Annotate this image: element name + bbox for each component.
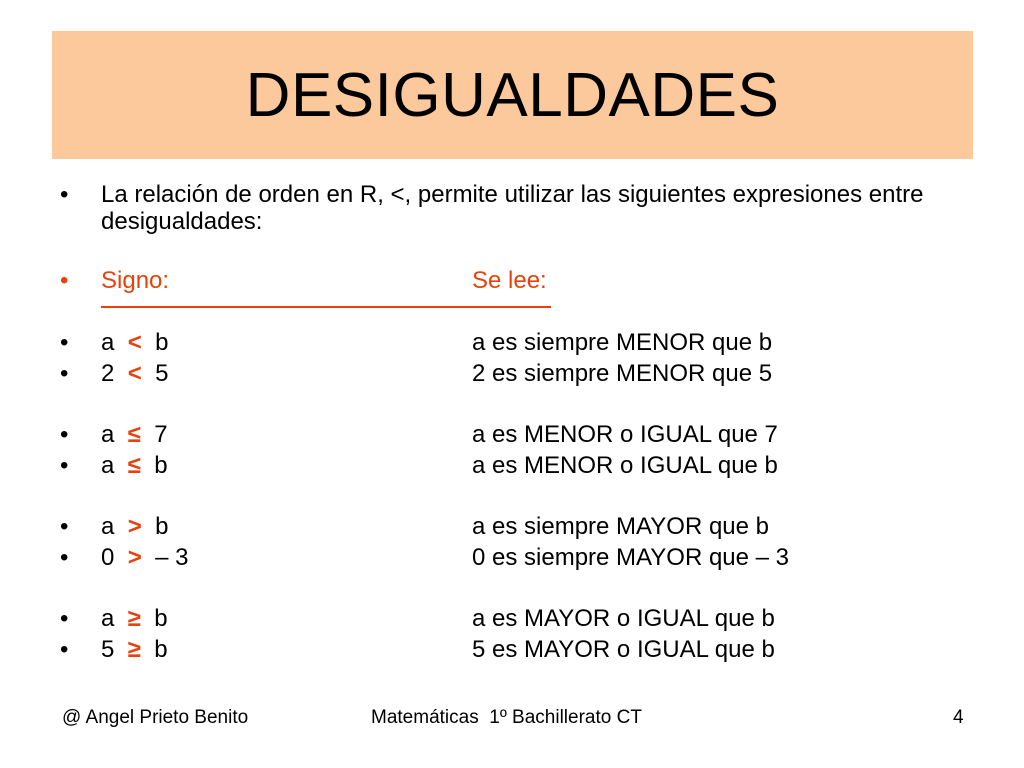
right-operand: b — [154, 636, 168, 663]
operator-symbol: ≤ — [127, 452, 141, 479]
inequality-reading: a es siempre MAYOR que b — [472, 513, 770, 540]
inequality-row — [0, 421, 1024, 448]
bullet-marker: • — [60, 181, 69, 208]
inequality-reading: 5 es MAYOR o IGUAL que b — [472, 636, 775, 663]
operator-symbol: < — [127, 329, 142, 356]
bullet-marker: • — [60, 636, 69, 663]
footer-page-number: 4 — [953, 707, 964, 728]
inequality-reading: a es MAYOR o IGUAL que b — [472, 605, 775, 632]
bullet-marker: • — [60, 360, 69, 387]
heading-bullet — [0, 267, 1024, 294]
inequality-expression — [101, 513, 168, 540]
inequality-expression — [101, 636, 168, 663]
inequality-row — [0, 636, 1024, 663]
left-operand: 5 — [101, 636, 115, 663]
bullet-marker: • — [60, 544, 69, 571]
inequality-reading: a es MENOR o IGUAL que 7 — [472, 421, 778, 448]
inequality-reading: a es MENOR o IGUAL que b — [472, 452, 778, 479]
operator-symbol: > — [127, 513, 142, 540]
operator-symbol: ≥ — [127, 636, 141, 663]
right-operand: b — [154, 605, 168, 632]
bullet-marker: • — [60, 421, 69, 448]
right-operand: b — [155, 329, 169, 356]
operator-symbol: ≤ — [127, 421, 141, 448]
operator-symbol: > — [127, 544, 142, 571]
left-operand: a — [101, 513, 115, 540]
inequality-reading: a es siempre MENOR que b — [472, 329, 773, 356]
inequality-row — [0, 360, 1024, 387]
intro-text: La relación de orden en R, <, permite utilizar las siguientes expresiones entre desigualdades: — [101, 181, 924, 235]
left-operand: a — [101, 329, 115, 356]
inequality-row — [0, 329, 1024, 356]
slide-title: DESIGUALDADES — [245, 60, 780, 130]
right-operand: 5 — [155, 360, 169, 387]
inequality-row — [0, 513, 1024, 540]
right-operand: b — [154, 452, 168, 479]
heading-sign-label: Signo: — [101, 267, 170, 294]
left-operand: a — [101, 605, 115, 632]
right-operand: 7 — [154, 421, 168, 448]
inequality-expression — [101, 544, 188, 571]
heading-reads-label: Se lee: — [472, 267, 547, 294]
right-operand: – 3 — [155, 544, 189, 571]
left-operand: a — [101, 452, 115, 479]
left-operand: 2 — [101, 360, 115, 387]
inequality-expression — [101, 605, 168, 632]
inequality-reading: 2 es siempre MENOR que 5 — [472, 360, 773, 387]
footer-course: Matemáticas 1º Bachillerato CT — [371, 707, 642, 728]
bullet-marker: • — [60, 513, 69, 540]
left-operand: 0 — [101, 544, 115, 571]
inequality-expression — [101, 360, 168, 387]
bullet-marker: • — [60, 452, 69, 479]
bullet-marker: • — [60, 267, 69, 294]
bullet-marker: • — [60, 329, 69, 356]
inequality-reading: 0 es siempre MAYOR que – 3 — [472, 544, 790, 571]
inequality-row — [0, 605, 1024, 632]
bullet-marker: • — [60, 605, 69, 632]
inequality-row — [0, 452, 1024, 479]
operator-symbol: < — [127, 360, 142, 387]
right-operand: b — [155, 513, 169, 540]
inequality-expression — [101, 329, 168, 356]
intro-bullet — [0, 181, 1024, 235]
inequality-row — [0, 544, 1024, 571]
inequality-expression — [101, 452, 168, 479]
operator-symbol: ≥ — [127, 605, 141, 632]
left-operand: a — [101, 421, 115, 448]
inequality-expression — [101, 421, 168, 448]
footer-author: @ Angel Prieto Benito — [62, 707, 249, 728]
